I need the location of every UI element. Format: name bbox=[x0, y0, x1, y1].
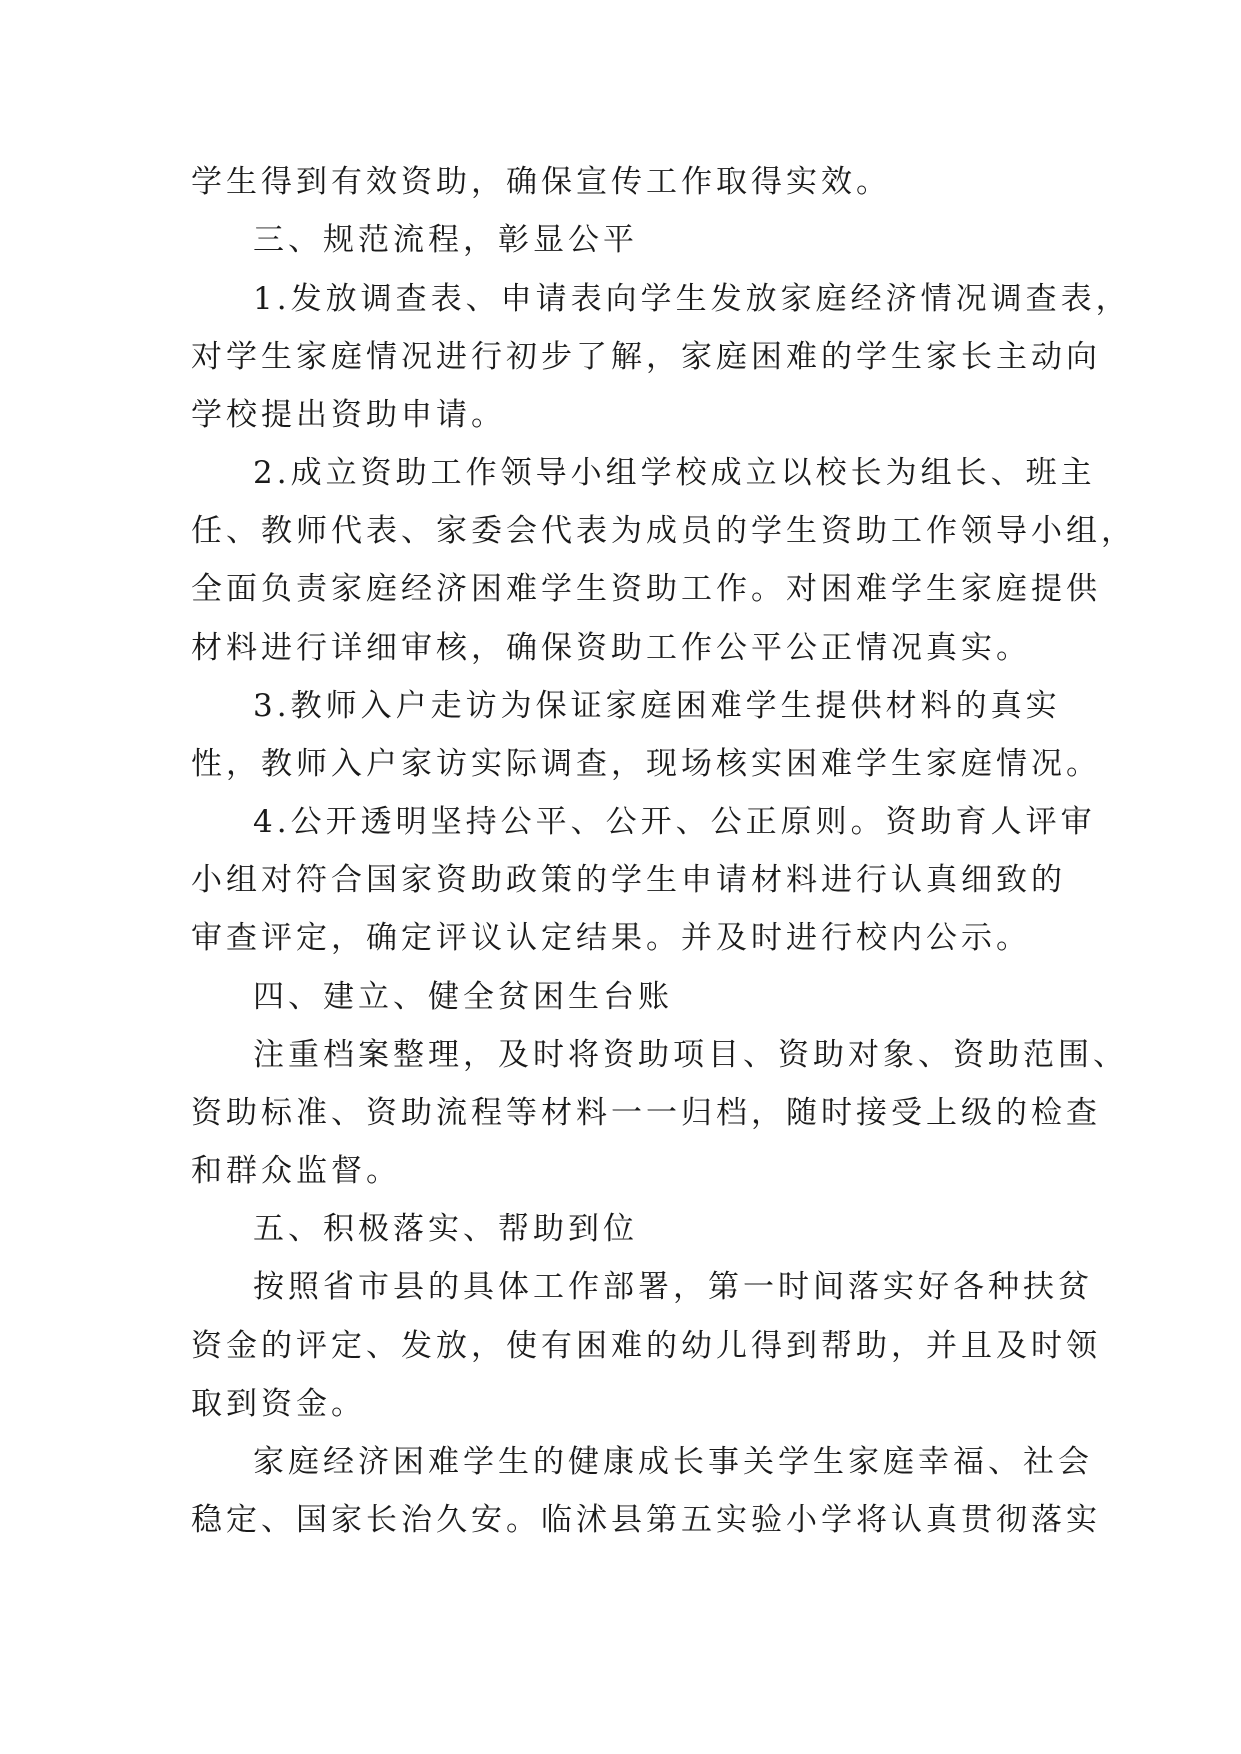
body-text-line: 稳定、国家长治久安。临沭县第五实验小学将认真贯彻落实 bbox=[191, 1502, 1101, 1538]
body-text-line: 资助标准、资助流程等材料一一归档，随时接受上级的检查 bbox=[191, 1095, 1101, 1131]
list-item-3-line: 3.教师入户走访为保证家庭困难学生提供材料的真实 bbox=[253, 688, 1061, 724]
body-text-line: 资金的评定、发放，使有困难的幼儿得到帮助，并且及时领 bbox=[191, 1328, 1101, 1364]
section-heading: 五、积极落实、帮助到位 bbox=[253, 1211, 638, 1247]
section-heading: 三、规范流程，彰显公平 bbox=[253, 222, 638, 258]
body-text-line: 学校提出资助申请。 bbox=[191, 397, 506, 433]
body-text-line: 全面负责家庭经济困难学生资助工作。对困难学生家庭提供 bbox=[191, 571, 1101, 607]
body-text-line: 和群众监督。 bbox=[191, 1153, 401, 1189]
body-text-line: 取到资金。 bbox=[191, 1386, 366, 1422]
body-text-line: 学生得到有效资助，确保宣传工作取得实效。 bbox=[191, 164, 891, 200]
body-text-line: 性，教师入户家访实际调查，现场核实困难学生家庭情况。 bbox=[191, 746, 1101, 782]
body-text-line: 对学生家庭情况进行初步了解，家庭困难的学生家长主动向 bbox=[191, 339, 1101, 375]
body-text-line: 任、教师代表、家委会代表为成员的学生资助工作领导小组， bbox=[191, 513, 1136, 549]
list-item-4-line: 4.公开透明坚持公平、公开、公正原则。资助育人评审 bbox=[253, 804, 1096, 840]
body-text-line: 家庭经济困难学生的健康成长事关学生家庭幸福、社会 bbox=[253, 1444, 1093, 1480]
body-text-line: 材料进行详细审核，确保资助工作公平公正情况真实。 bbox=[191, 630, 1031, 666]
list-item-1-line: 1.发放调查表、申请表向学生发放家庭经济情况调查表， bbox=[253, 281, 1131, 317]
body-text-line: 注重档案整理，及时将资助项目、资助对象、资助范围、 bbox=[253, 1037, 1128, 1073]
list-item-2-line: 2.成立资助工作领导小组学校成立以校长为组长、班主 bbox=[253, 455, 1096, 491]
section-heading: 四、建立、健全贫困生台账 bbox=[253, 979, 673, 1015]
body-text-line: 审查评定，确定评议认定结果。并及时进行校内公示。 bbox=[191, 920, 1031, 956]
body-text-line: 小组对符合国家资助政策的学生申请材料进行认真细致的 bbox=[191, 862, 1066, 898]
body-text-line: 按照省市县的具体工作部署，第一时间落实好各种扶贫 bbox=[253, 1269, 1093, 1305]
